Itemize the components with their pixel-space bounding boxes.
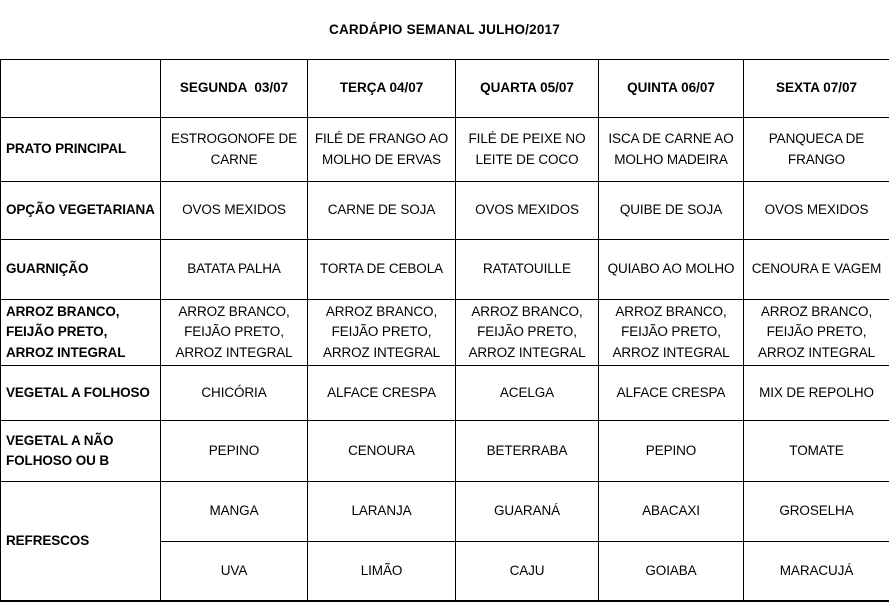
table-row-arroz-feijao [1,300,890,366]
menu-cell: UVA [161,541,308,601]
menu-cell: ARROZ BRANCO, FEIJÃO PRETO, ARROZ INTEGRAL [456,300,599,366]
row-label-refrescos: REFRESCOS [1,481,161,601]
row-label-guarnicao: GUARNIÇÃO [1,240,161,300]
table-row-vegetal-folhoso [1,365,890,420]
menu-cell: FILÉ DE PEIXE NO LEITE DE COCO [456,118,599,182]
row-label-vegetal-folhoso: VEGETAL A FOLHOSO [1,365,161,420]
menu-cell: BATATA PALHA [161,240,308,300]
day-header-terca: TERÇA 04/07 [308,60,456,118]
menu-cell: GOIABA [599,541,744,601]
menu-table [0,59,889,602]
table-row-vegetal-nao-folhoso [1,420,890,481]
menu-cell: MANGA [161,481,308,541]
menu-cell: ISCA DE CARNE AO MOLHO MADEIRA [599,118,744,182]
menu-cell: ARROZ BRANCO, FEIJÃO PRETO, ARROZ INTEGRAL [161,300,308,366]
menu-cell: ARROZ BRANCO, FEIJÃO PRETO, ARROZ INTEGRAL [744,300,890,366]
table-row-prato-principal [1,118,890,182]
menu-cell: PEPINO [599,420,744,481]
table-row-guarnicao [1,240,890,300]
menu-cell: GUARANÁ [456,481,599,541]
menu-cell: OVOS MEXIDOS [456,182,599,240]
menu-cell: QUIBE DE SOJA [599,182,744,240]
menu-cell: ALFACE CRESPA [599,365,744,420]
menu-cell: CENOURA [308,420,456,481]
table-row-opcao-vegetariana [1,182,890,240]
menu-cell: ESTROGONOFE DE CARNE [161,118,308,182]
menu-cell: ARROZ BRANCO, FEIJÃO PRETO, ARROZ INTEGRAL [599,300,744,366]
menu-cell: MARACUJÁ [744,541,890,601]
page-title: CARDÁPIO SEMANAL JULHO/2017 [329,22,560,37]
menu-cell: TOMATE [744,420,890,481]
corner-cell [1,60,161,118]
row-label-opcao-vegetariana: OPÇÃO VEGETARIANA [1,182,161,240]
menu-cell: QUIABO AO MOLHO [599,240,744,300]
menu-cell: FILÉ DE FRANGO AO MOLHO DE ERVAS [308,118,456,182]
row-label-prato-principal: PRATO PRINCIPAL [1,118,161,182]
day-header-quinta: QUINTA 06/07 [599,60,744,118]
menu-cell: MIX DE REPOLHO [744,365,890,420]
day-header-sexta: SEXTA 07/07 [744,60,890,118]
table-row-refrescos-top [1,481,890,541]
day-header-quarta: QUARTA 05/07 [456,60,599,118]
row-label-vegetal-nao-folhoso: VEGETAL A NÃO FOLHOSO OU B [1,420,161,481]
menu-cell: LARANJA [308,481,456,541]
menu-cell: LIMÃO [308,541,456,601]
menu-cell: CENOURA E VAGEM [744,240,890,300]
menu-cell: OVOS MEXIDOS [744,182,890,240]
menu-cell: BETERRABA [456,420,599,481]
menu-cell: PEPINO [161,420,308,481]
menu-cell: CARNE DE SOJA [308,182,456,240]
table-header-row [1,60,890,118]
menu-cell: ABACAXI [599,481,744,541]
day-header-segunda: SEGUNDA 03/07 [161,60,308,118]
menu-cell: PANQUECA DE FRANGO [744,118,890,182]
menu-cell: OVOS MEXIDOS [161,182,308,240]
menu-cell: CHICÓRIA [161,365,308,420]
menu-cell: GROSELHA [744,481,890,541]
menu-cell: ARROZ BRANCO, FEIJÃO PRETO, ARROZ INTEGRAL [308,300,456,366]
menu-cell: TORTA DE CEBOLA [308,240,456,300]
row-label-arroz-feijao: ARROZ BRANCO, FEIJÃO PRETO, ARROZ INTEGRAL [1,300,161,366]
menu-cell: CAJU [456,541,599,601]
menu-cell: ALFACE CRESPA [308,365,456,420]
menu-cell: ACELGA [456,365,599,420]
menu-cell: RATATOUILLE [456,240,599,300]
